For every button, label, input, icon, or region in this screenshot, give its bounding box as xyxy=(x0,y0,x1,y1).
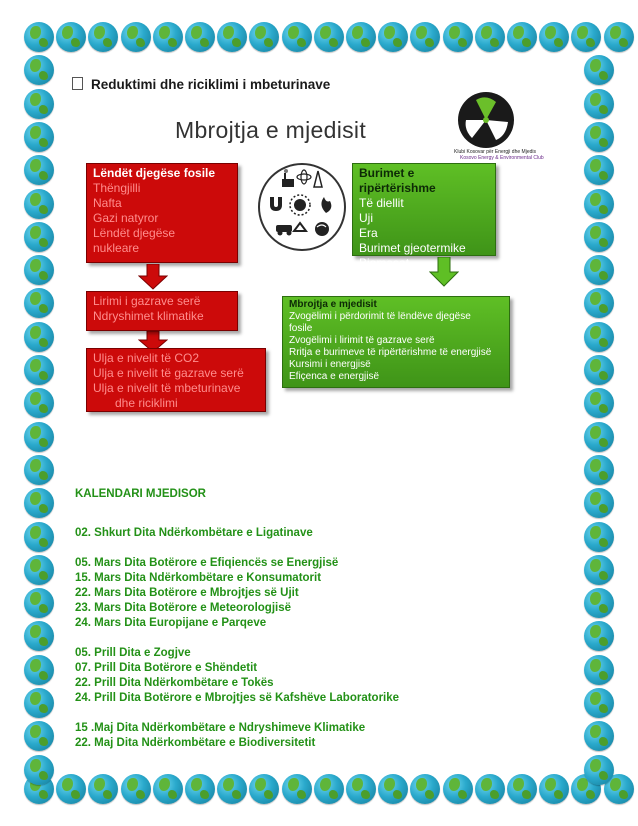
border-globe-icon xyxy=(24,522,54,552)
border-globe-icon xyxy=(88,774,118,804)
border-globe-icon xyxy=(121,774,151,804)
border-globe-icon xyxy=(604,22,634,52)
border-globe-icon xyxy=(249,22,279,52)
logo-caption-2: Kosovo Energy & Environmental Club xyxy=(460,155,544,161)
border-globe-icon xyxy=(584,588,614,618)
border-globe-icon xyxy=(475,774,505,804)
border-globe-icon xyxy=(24,755,54,785)
calendar-entry: 02. Shkurt Dita Ndërkombëtare e Ligatinave xyxy=(75,527,313,539)
fire-icon xyxy=(321,197,331,213)
bullet-heading xyxy=(72,77,330,92)
border-globe-icon xyxy=(584,222,614,252)
calendar-entry: 24. Prill Dita Botërore e Mbrojtjes së Kafshëve Laboratorike xyxy=(75,692,400,704)
border-globe-icon xyxy=(217,22,247,52)
border-globe-icon xyxy=(24,189,54,219)
border-globe-icon xyxy=(314,774,344,804)
border-globe-icon xyxy=(584,122,614,152)
border-globe-icon xyxy=(584,255,614,285)
emissions-item: Ndryshimet klimatike xyxy=(93,309,204,323)
border-globe-icon xyxy=(249,774,279,804)
atom-icon xyxy=(297,170,311,184)
border-globe-icon xyxy=(24,89,54,119)
border-globe-icon xyxy=(584,721,614,751)
border-globe-icon xyxy=(56,22,86,52)
border-globe-icon xyxy=(584,388,614,418)
calendar-entry: 23. Mars Dita Botërore e Meteorologjisë xyxy=(75,602,292,614)
border-globe-icon xyxy=(24,555,54,585)
protection-item: Kursimi i energjisë xyxy=(289,359,371,370)
diagram-title: Mbrojtja e mjedisit xyxy=(175,117,367,143)
border-globe-icon xyxy=(121,22,151,52)
border-globe-icon xyxy=(314,22,344,52)
calendar-entry: 22. Prill Dita Ndërkombëtare e Tokës xyxy=(75,677,274,689)
border-globe-icon xyxy=(443,774,473,804)
border-globe-icon xyxy=(584,455,614,485)
border-globe-icon xyxy=(24,488,54,518)
border-globe-icon xyxy=(88,22,118,52)
border-globe-icon xyxy=(584,522,614,552)
magnet-icon xyxy=(270,197,282,211)
border-globe-icon xyxy=(584,555,614,585)
protection-item: Zvogëlimi i lirimit të gazrave serë xyxy=(289,335,435,346)
protection-item: Rritja e burimeve të ripërtërishme të energjisë xyxy=(289,347,492,358)
calendar-entry: 22. Maj Dita Ndërkombëtare e Biodiversitetit xyxy=(75,737,316,749)
border-globe-icon xyxy=(584,155,614,185)
protection-item: Zvogëlimi i përdorimit të lëndëve djegëse xyxy=(289,311,471,322)
border-globe-icon xyxy=(24,122,54,152)
emissions-box xyxy=(86,291,238,331)
protection-heading: Mbrojtja e mjedisit xyxy=(289,299,377,310)
border-globe-icon xyxy=(584,688,614,718)
border-globe-icon xyxy=(24,588,54,618)
arrow-down-green-icon xyxy=(429,257,459,287)
calendar-entry: 05. Mars Dita Botërore e Efiqiencës se Energjisë xyxy=(75,557,339,569)
logo-caption-1: Klubi Kosovar për Energji dhe Mjedis xyxy=(454,149,536,155)
border-globe-icon xyxy=(584,89,614,119)
fossil-item: Nafta xyxy=(93,196,122,210)
fossil-fuels-heading: Lëndët djegëse fosile xyxy=(93,166,216,180)
calendar-entry: 24. Mars Dita Europijane e Parqeve xyxy=(75,617,267,629)
factory-icon xyxy=(282,169,294,187)
border-globe-icon xyxy=(24,655,54,685)
energy-icons-circle xyxy=(258,163,346,251)
recycle-icon xyxy=(294,223,306,231)
club-logo xyxy=(454,92,544,162)
border-globe-icon xyxy=(507,22,537,52)
renewables-box xyxy=(352,163,496,270)
border-globe-icon xyxy=(24,621,54,651)
fossil-item: Lëndët djegëse xyxy=(93,226,176,240)
protection-item: Efiçenca e energjisë xyxy=(289,371,380,382)
border-globe-icon xyxy=(56,774,86,804)
border-globe-icon xyxy=(24,222,54,252)
border-globe-icon xyxy=(410,774,440,804)
border-globe-icon xyxy=(282,22,312,52)
arrow-down-red-icon xyxy=(138,264,168,290)
renewable-item: Të diellit xyxy=(359,196,404,210)
border-globe-icon xyxy=(24,155,54,185)
border-globe-icon xyxy=(378,22,408,52)
border-globe-icon xyxy=(24,688,54,718)
border-globe-icon xyxy=(584,189,614,219)
border-globe-icon xyxy=(24,422,54,452)
border-globe-icon xyxy=(584,322,614,352)
reduction-box xyxy=(86,348,266,412)
border-globe-icon xyxy=(378,774,408,804)
calendar-entry: 07. Prill Dita Botërore e Shëndetit xyxy=(75,662,258,674)
fossil-item: Thëngjilli xyxy=(93,181,141,195)
border-globe-icon xyxy=(24,388,54,418)
border-globe-icon xyxy=(24,55,54,85)
border-globe-icon xyxy=(185,22,215,52)
bullet-box-icon xyxy=(72,77,83,90)
reduction-item: dhe riciklimi xyxy=(115,396,178,410)
renewable-item: Uji xyxy=(359,211,373,225)
border-globe-icon xyxy=(346,774,376,804)
border-globe-icon xyxy=(507,774,537,804)
calendar-entry: 22. Mars Dita Botërore e Mbrojtjes së Ujit xyxy=(75,587,299,599)
border-globe-icon xyxy=(24,721,54,751)
globe-icon xyxy=(315,222,329,236)
border-globe-icon xyxy=(584,422,614,452)
environmental-calendar xyxy=(75,488,399,751)
border-globe-icon xyxy=(24,255,54,285)
border-globe-icon xyxy=(443,22,473,52)
border-globe-icon xyxy=(153,774,183,804)
border-globe-icon xyxy=(584,488,614,518)
wind-turbine-logo-icon xyxy=(458,92,514,148)
calendar-title: KALENDARI MJEDISOR xyxy=(75,488,206,500)
border-globe-icon xyxy=(24,455,54,485)
border-globe-icon xyxy=(584,355,614,385)
border-globe-icon xyxy=(24,322,54,352)
oil-derrick-icon xyxy=(314,171,322,187)
border-globe-icon xyxy=(410,22,440,52)
border-globe-icon xyxy=(584,621,614,651)
border-globe-icon xyxy=(24,355,54,385)
fossil-item: nukleare xyxy=(93,241,140,255)
border-globe-icon xyxy=(584,288,614,318)
renewable-item: Biomasat xyxy=(359,256,410,270)
border-globe-icon xyxy=(217,774,247,804)
car-icon xyxy=(276,225,292,236)
reduction-item: Ulja e nivelit të CO2 xyxy=(93,351,200,365)
border-globe-icon xyxy=(584,55,614,85)
border-globe-icon xyxy=(539,774,569,804)
bullet-text: Reduktimi dhe riciklimi i mbeturinave xyxy=(91,77,331,92)
renewables-heading: Burimet e ripërtërishme xyxy=(359,166,436,195)
border-globe-icon xyxy=(571,22,601,52)
fossil-fuels-box xyxy=(86,163,238,263)
protection-box xyxy=(282,296,510,388)
reduction-item: Ulja e nivelit të mbeturinave xyxy=(93,381,241,395)
border-globe-icon xyxy=(584,655,614,685)
calendar-entry: 05. Prill Dita e Zogjve xyxy=(75,647,191,659)
reduction-item: Ulja e nivelit të gazrave serë xyxy=(93,366,244,380)
renewable-item: Burimet gjeotermike xyxy=(359,241,466,255)
protection-item: fosile xyxy=(289,323,313,334)
border-globe-icon xyxy=(185,774,215,804)
border-globe-icon xyxy=(282,774,312,804)
calendar-entry: 15. Mars Dita Ndërkombëtare e Konsumatorit xyxy=(75,572,322,584)
border-globe-icon xyxy=(153,22,183,52)
calendar-entry: 15 .Maj Dita Ndërkombëtare e Ndryshimeve Klimatike xyxy=(75,722,366,734)
renewable-item: Era xyxy=(359,226,378,240)
border-globe-icon xyxy=(346,22,376,52)
border-globe-icon xyxy=(24,288,54,318)
emissions-item: Lirimi i gazrave serë xyxy=(93,294,201,308)
sun-icon xyxy=(290,195,310,215)
border-globe-icon xyxy=(539,22,569,52)
border-globe-icon xyxy=(475,22,505,52)
fossil-item: Gazi natyror xyxy=(93,211,159,225)
border-globe-icon xyxy=(24,22,54,52)
border-globe-icon xyxy=(584,755,614,785)
